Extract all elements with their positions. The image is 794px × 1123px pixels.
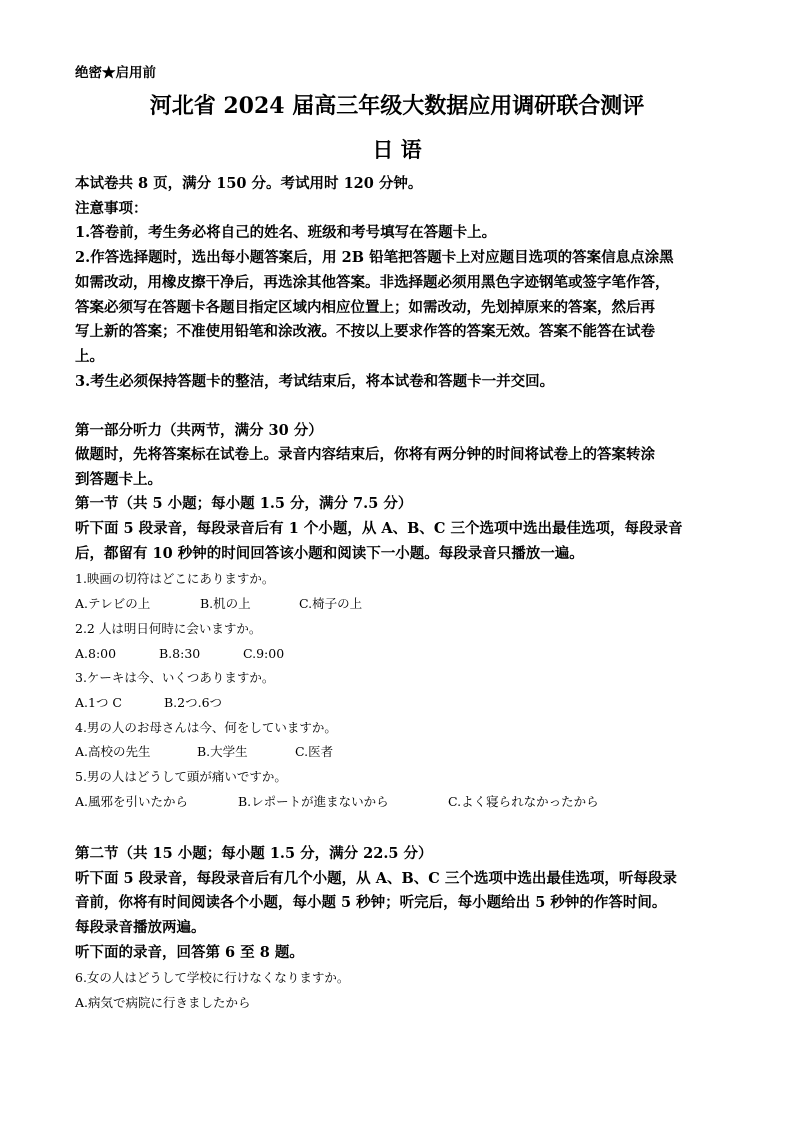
section1-desc-line-1: 听下面 5 段录音，每段录音后有 1 个小题，从 A、B、C 三个选项中选出最佳选项，每段录音 bbox=[75, 520, 683, 537]
section2-desc-line-3: 每段录音播放两遍。 bbox=[75, 919, 206, 936]
section2-desc-line-1: 听下面 5 段录音，每段录音后有几个小题，从 A、B、C 三个选项中选出最佳选项，听每段录 bbox=[75, 870, 677, 887]
question-6: 6.女の人はどうして学校に行けなくなりますか。 bbox=[75, 970, 350, 985]
question-3: 3.ケーキは今、いくつありますか。 bbox=[75, 670, 275, 685]
notice-item-1: 1.答卷前，考生务必将自己的姓名、班级和考号填写在答题卡上。 bbox=[75, 224, 497, 241]
section2-desc-line-4: 听下面的录音，回答第 6 至 8 题。 bbox=[75, 944, 304, 961]
question-5-options bbox=[75, 796, 599, 809]
option-c: C.医者 bbox=[295, 744, 334, 759]
question-6-option-a: A.病気で病院に行きましたから bbox=[75, 995, 251, 1010]
option-a: A.高校の先生 bbox=[75, 744, 151, 759]
part1-title: 第一部分听力（共两节，满分 30 分） bbox=[75, 422, 323, 439]
question-4: 4.男の人のお母さんは今、何をしていますか。 bbox=[75, 720, 337, 735]
notice-item-2-line-3: 答案必须写在答题卡各题目指定区域内相应位置上；如需改动，先划掉原来的答案，然后再 bbox=[75, 299, 655, 316]
question-3-options bbox=[75, 697, 222, 710]
option-a: A.テレビの上 bbox=[75, 596, 151, 611]
notice-item-3: 3.考生必须保持答题卡的整洁，考试结束后，将本试卷和答题卡一并交回。 bbox=[75, 373, 555, 390]
notice-title: 注意事项： bbox=[75, 200, 148, 217]
question-5: 5.男の人はどうして頭が痛いですか。 bbox=[75, 769, 287, 784]
option-a: A.風邪を引いたから bbox=[75, 794, 189, 809]
section2-title: 第二节（共 15 小题；每小题 1.5 分，满分 22.5 分） bbox=[75, 845, 433, 862]
question-1-options bbox=[75, 598, 362, 611]
option-a: A.1つ C bbox=[75, 695, 122, 710]
notice-item-2-line-4: 写上新的答案；不准使用铅笔和涂改液。不按以上要求作答的答案无效。答案不能答在试卷 bbox=[75, 323, 655, 340]
notice-item-2-line-1: 2.作答选择题时，选出每小题答案后，用 2B 铅笔把答题卡上对应题目选项的答案信息点涂黑 bbox=[75, 249, 674, 266]
option-b: B.大学生 bbox=[197, 744, 248, 759]
subject-title: 日 语 bbox=[372, 137, 422, 162]
question-4-options bbox=[75, 746, 333, 759]
section2-desc-line-2: 音前，你将有时间阅读各个小题，每小题 5 秒钟；听完后，每小题给出 5 秒钟的作答时间。 bbox=[75, 894, 667, 911]
option-c: C.椅子の上 bbox=[299, 596, 363, 611]
part1-desc-line-2: 到答题卡上。 bbox=[75, 471, 162, 488]
notice-item-2-line-2: 如需改动，用橡皮擦干净后，再选涂其他答案。非选择题必须用黑色字迹钢笔或签字笔作答， bbox=[75, 274, 670, 291]
option-b: B.8:30 bbox=[159, 646, 201, 661]
exam-title: 河北省 2024 届高三年级大数据应用调研联合测评 bbox=[149, 93, 645, 119]
option-c: C.9:00 bbox=[243, 646, 285, 661]
exam-info: 本试卷共 8 页，满分 150 分。考试用时 120 分钟。 bbox=[75, 175, 423, 192]
option-b: B.机の上 bbox=[200, 596, 251, 611]
section1-title: 第一节（共 5 小题；每小题 1.5 分，满分 7.5 分） bbox=[75, 495, 413, 512]
option-c: C.よく寝られなかったから bbox=[448, 794, 599, 809]
question-1: 1.映画の切符はどこにありますか。 bbox=[75, 571, 275, 586]
question-2: 2.2 人は明日何時に会いますか。 bbox=[75, 621, 262, 636]
question-2-options bbox=[75, 648, 284, 661]
option-a: A.8:00 bbox=[75, 646, 117, 661]
confidential-label: 绝密★启用前 bbox=[75, 65, 156, 81]
notice-item-2-line-5: 上。 bbox=[75, 348, 104, 365]
option-b: B.2つ.6つ bbox=[164, 695, 223, 710]
section1-desc-line-2: 后，都留有 10 秒钟的时间回答该小题和阅读下一小题。每段录音只播放一遍。 bbox=[75, 545, 584, 562]
part1-desc-line-1: 做题时，先将答案标在试卷上。录音内容结束后，你将有两分钟的时间将试卷上的答案转涂 bbox=[75, 446, 655, 463]
option-b: B.レポートが進まないから bbox=[238, 794, 389, 809]
